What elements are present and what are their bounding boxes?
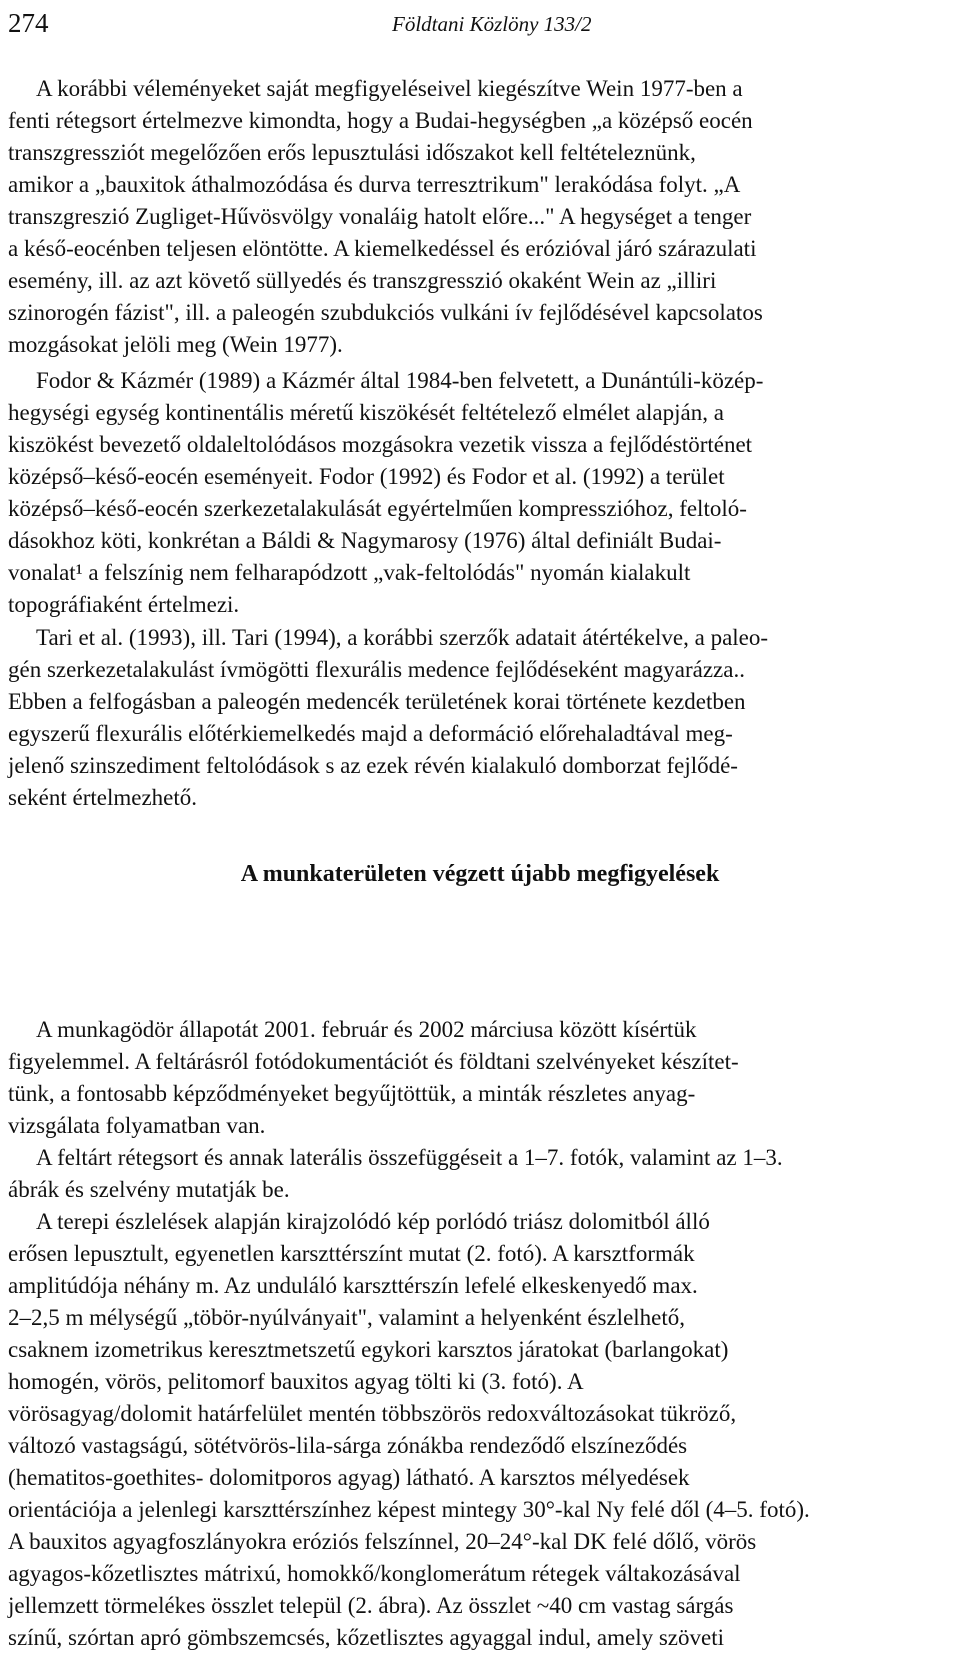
section-heading: A munkaterületen végzett újabb megfigyelések [240, 861, 720, 887]
paragraph-block [8, 1014, 952, 1654]
paragraph: A munkagödör állapotát 2001. február és 2002 márciusa között kísértük figyelemmel. A feltárásról fotódokumentációt és földtani szelvényeket készítet- tünk, a fontosabb képződményeket begyűjtöttük, a minták részletes anyag- vizsgálata folyamatban van. [8, 1017, 739, 1138]
running-head: Földtani Közlöny 133/2 [392, 12, 592, 36]
paragraph-block [8, 73, 952, 361]
page-number: 274 [8, 8, 49, 38]
paragraph-block [8, 365, 952, 621]
paragraph: A korábbi véleményeket saját megfigyeléseivel kiegészítve Wein 1977-ben a fenti rétegsort értelmezve kimondta, hogy a Budai-hegységben „a középső eocén transzgressziót megelőzően erős lepusztulási időszakot kell feltételeznünk, amikor a „bauxitok áthalmozódása és durva terresztrikum" lerakódása folyt. „A transzgreszió Zugliget-Hűvösvölgy vonaláig hatolt előre..." A hegységet a tenger a késő-eocénben teljesen elöntötte. A kiemelkedéssel és erózióval járó szárazulati esemény, ill. az azt követő süllyedés és transzgresszió okaként Wein az „illiri szinorogén fázist", ill. a paleogén szubdukciós vulkáni ív fejlődésével kapcsolatos mozgásokat jelöli meg (Wein 1977). [8, 76, 763, 357]
paragraph-block [8, 622, 952, 814]
paragraph: A feltárt rétegsort és annak laterális összefüggéseit a 1–7. fotók, valamint az 1–3. ábrák és szelvény mutatják be. [8, 1145, 783, 1202]
paragraph: A terepi észlelések alapján kirajzolódó kép porlódó triász dolomitból álló erősen lepusztult, egyenetlen karszttérszínt mutat (2. fotó). A karsztformák amplitúdója néhány m. Az unduláló karszttérszín lefelé elkeskenyedő max. 2–2,5 m mélységű „töbör-nyúlványait", valamint a helyenként észlelhető, csaknem izometrikus keresztmetszetű egykori karsztos járatokat (barlangokat) homogén, vörös, pelitomorf bauxitos agyag tölti ki (3. fotó). A vörösagyag/dolomit határfelület mentén többszörös redoxváltozásokat tükröző, változó vastagságú, sötétvörös-lila-sárga zónákba rendeződő elszíneződés (hematitos-goethites- dolomitporos agyag) látható. A karsztos mélyedések orientációja a jelenlegi karszttérszínhez képest mintegy 30°-kal Ny felé dől (4–5. fotó). A bauxitos agyagfoszlányokra eróziós felszínnel, 20–24°-kal DK felé dőlő, vörös agyagos-kőzetlisztes mátrixú, homokkő/konglomerátum rétegek váltakozásával jellemzett törmelékes összlet települ (2. ábra). Az összlet ~40 cm vastag sárgás színű, szórtan apró gömbszemcsés, kőzetlisztes agyaggal indul, amely szöveti [8, 1209, 810, 1650]
paragraph: Fodor & Kázmér (1989) a Kázmér által 1984-ben felvetett, a Dunántúli-közép- hegységi egység kontinentális méretű kiszökését feltételező elmélet alapján, a kiszökést bevezető oldaleltolódásos mozgásokra vezetik vissza a fejlődéstörténet középső–késő-eocén eseményeit. Fodor (1992) és Fodor et al. (1992) a terület középső–késő-eocén szerkezetalakulását egyértelműen kompresszióhoz, feltoló- dásokhoz köti, konkrétan a Báldi & Nagymarosy (1976) által definiált Budai- vonalat¹ a felszínig nem felharapódzott „vak-feltolódás" nyomán kialakult topográfiaként értelmezi. [8, 368, 764, 617]
page-header [8, 6, 952, 46]
paragraph: Tari et al. (1993), ill. Tari (1994), a korábbi szerzők adatait átértékelve, a paleo- gén szerkezetalakulást ívmögötti flexurális medence fejlődéseként magyarázza.. Ebben a felfogásban a paleogén medencék területének korai története kezdetben egyszerű flexurális előtérkiemelkedés majd a deformáció előrehaladtával meg- jelenő szinszediment feltolódások s az ezek révén kialakuló domborzat fejlődé- seként értelmezhető. [8, 625, 769, 810]
